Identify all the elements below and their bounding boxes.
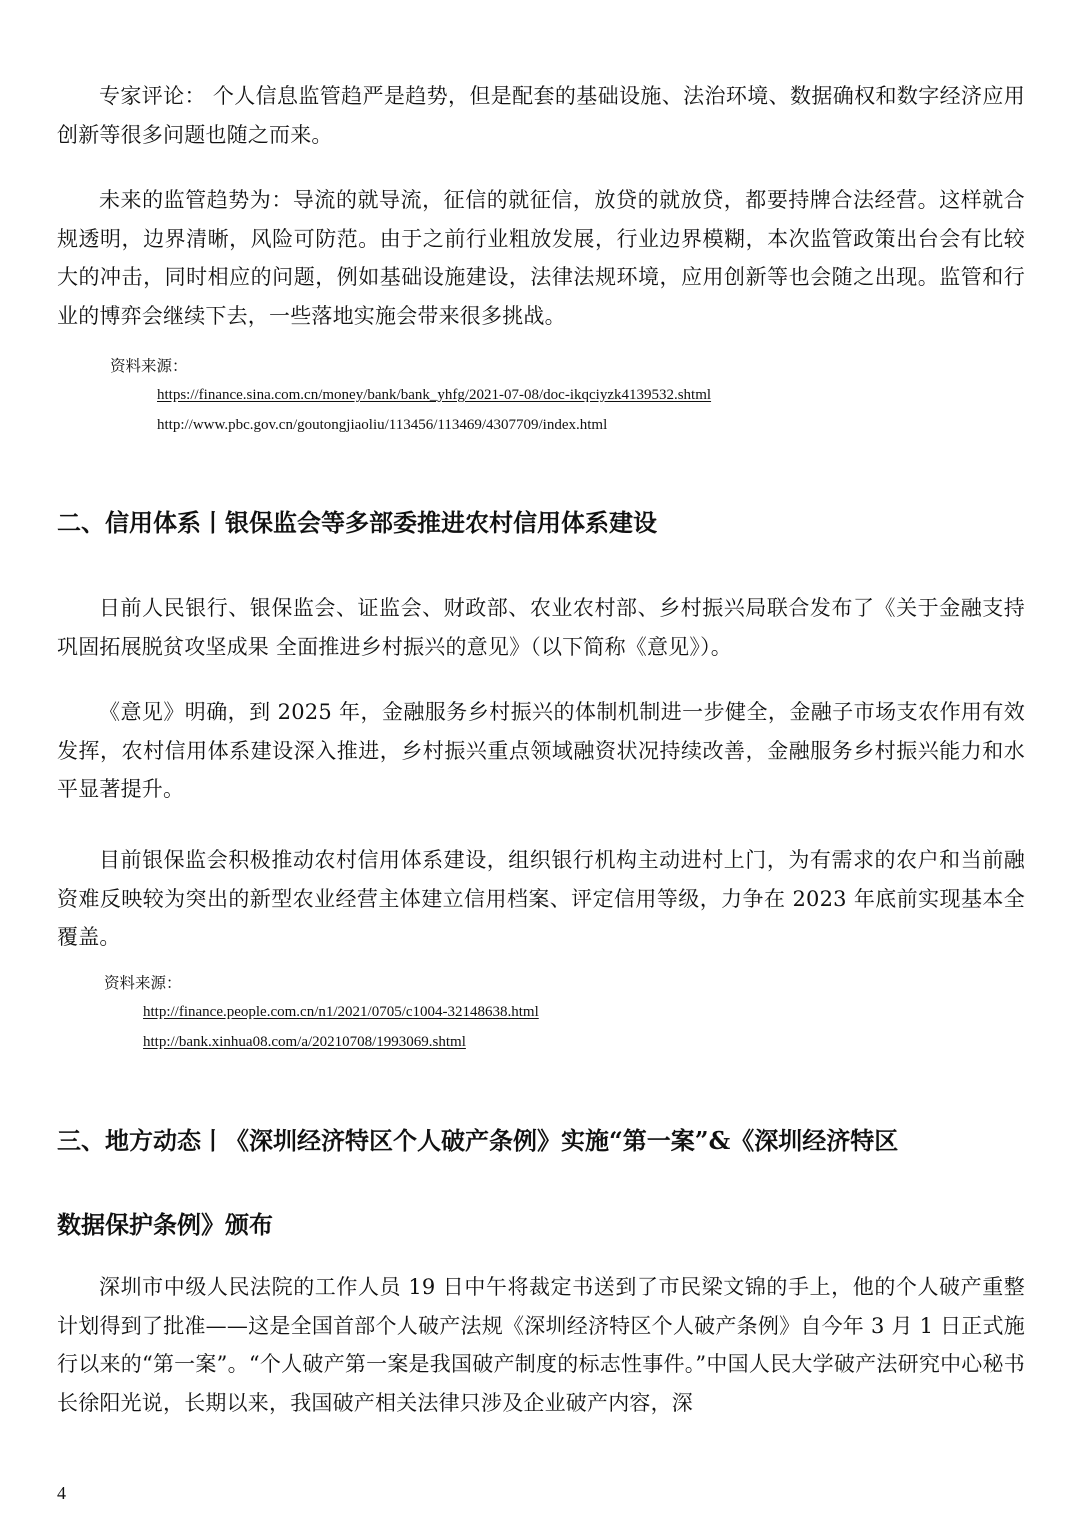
section-heading-local-news-continued: 数据保护条例》颁布	[57, 1210, 273, 1239]
section-heading-local-news: 三、地方动态丨《深圳经济特区个人破产条例》实施“第一案”&《深圳经济特区	[57, 1126, 899, 1155]
source-link[interactable]: http://finance.people.com.cn/n1/2021/0705/c1004-32148638.html	[143, 1004, 539, 1020]
section-heading-credit-system: 二、信用体系丨银保监会等多部委推进农村信用体系建设	[57, 508, 657, 537]
source-link[interactable]: https://finance.sina.com.cn/money/bank/bank_yhfg/2021-07-08/doc-ikqciyzk4139532.shtml	[157, 387, 712, 403]
expert-comment-paragraph: 专家评论： 个人信息监管趋严是趋势，但是配套的基础设施、法治环境、数据确权和数字经济应用创新等很多问题也随之而来。	[57, 84, 1025, 147]
bankruptcy-case-paragraph: 深圳市中级人民法院的工作人员 19 日中午将裁定书送到了市民梁文锦的手上，他的个人破产重整计划得到了批准——这是全国首部个人破产法规《深圳经济特区个人破产条例》自今年 3 月 1 日正式施行以来的“第一案”。“个人破产第一案是我国破产制度的标志性事件。”中国人民大学破产法研究中心秘书长徐阳光说，长期以来，我国破产相关法律只涉及企业破产内容，深	[57, 1275, 1025, 1415]
opinion-goals-paragraph: 《意见》明确，到 2025 年，金融服务乡村振兴的体制机制进一步健全，金融子市场支农作用有效发挥，农村信用体系建设深入推进，乡村振兴重点领域融资状况持续改善，金融服务乡村振兴能力和水平显著提升。	[57, 700, 1025, 801]
source-label: 资料来源：	[104, 974, 182, 992]
opinion-release-paragraph: 日前人民银行、银保监会、证监会、财政部、农业农村部、乡村振兴局联合发布了《关于金融支持巩固拓展脱贫攻坚成果 全面推进乡村振兴的意见》（以下简称《意见》）。	[57, 596, 1025, 659]
cbirc-credit-paragraph: 目前银保监会积极推动农村信用体系建设，组织银行机构主动进村上门，为有需求的农户和当前融资难反映较为突出的新型农业经营主体建立信用档案、评定信用等级，力争在 2023 年底前实现基本全覆盖。	[57, 848, 1025, 949]
page-number: 4	[57, 1483, 66, 1503]
regulatory-trend-paragraph: 未来的监管趋势为：导流的就导流，征信的就征信，放贷的就放贷，都要持牌合法经营。这样就合规透明，边界清晰，风险可防范。由于之前行业粗放发展，行业边界模糊，本次监管政策出台会有比较大的冲击，同时相应的问题，例如基础设施建设，法律法规环境，应用创新等也会随之出现。监管和行业的博弈会继续下去，一些落地实施会带来很多挑战。	[57, 188, 1025, 328]
source-link[interactable]: http://bank.xinhua08.com/a/20210708/1993069.shtml	[143, 1034, 466, 1050]
source-label: 资料来源：	[110, 357, 188, 375]
source-link-plain: http://www.pbc.gov.cn/goutongjiaoliu/113456/113469/4307709/index.html	[157, 417, 608, 433]
